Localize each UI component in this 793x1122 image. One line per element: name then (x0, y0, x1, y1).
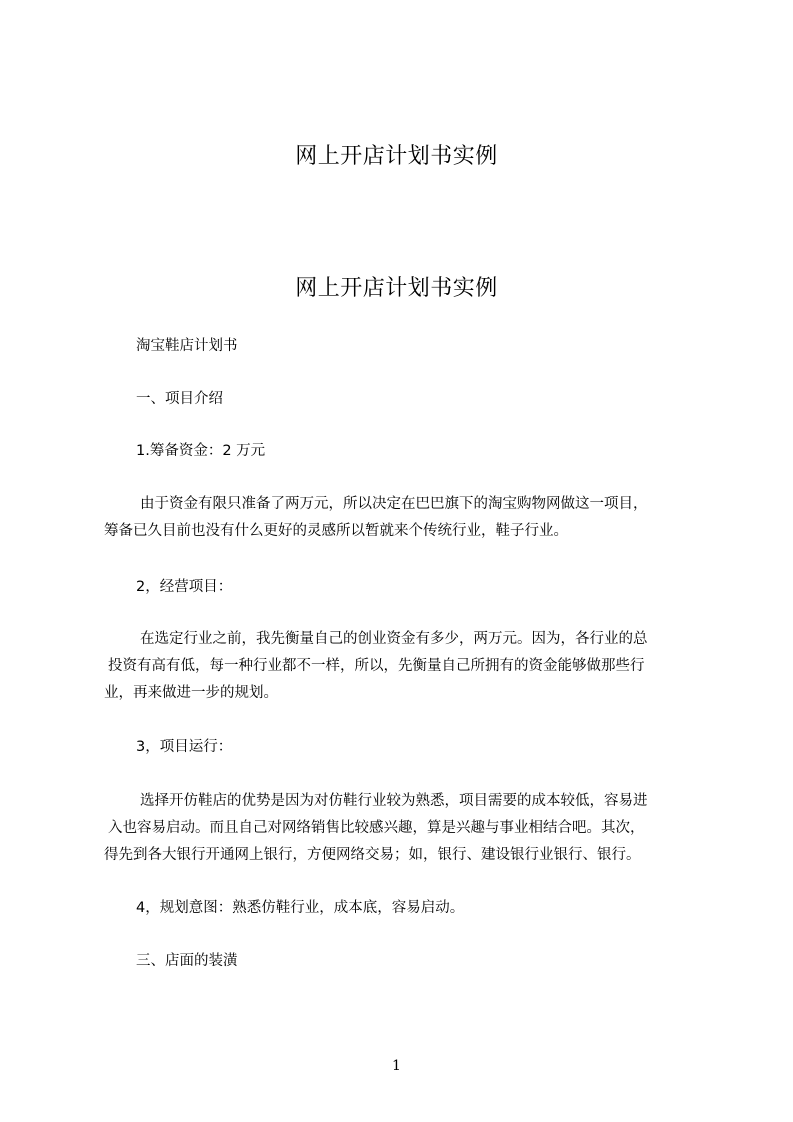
item-4-text: 4，规划意图：熟悉仿鞋行业，成本底，容易启动。 (136, 900, 465, 916)
item-2-text-line: 投资有高有低，每一种行业都不一样，所以，先衡量自己所拥有的资金能够做那些行 (108, 658, 645, 674)
item-3-text-line: 选择开仿鞋店的优势是因为对仿鞋行业较为熟悉，项目需要的成本较低，容易进 (140, 793, 648, 809)
item-1-heading: 1.筹备资金：2 万元 (136, 443, 266, 459)
page-title-top: 网上开店计划书实例 (295, 144, 498, 169)
subtitle: 淘宝鞋店计划书 (136, 338, 238, 354)
item-2-text-line: 业，再来做进一步的规划。 (104, 685, 278, 701)
section-heading-3: 三、店面的装潢 (136, 953, 238, 969)
item-3-text-line: 得先到各大银行开通网上银行，方便网络交易；如，银行、建设银行业银行、银行。 (104, 847, 641, 863)
item-2-heading: 2，经营项目： (136, 579, 233, 595)
item-2-text-line: 在选定行业之前，我先衡量自己的创业资金有多少，两万元。因为，各行业的总 (140, 631, 648, 647)
item-3-text-line: 入也容易启动。而且自己对网络销售比较感兴趣，算是兴趣与事业相结合吧。其次， (108, 820, 645, 836)
page-number: 1 (392, 1058, 401, 1074)
page-title-main: 网上开店计划书实例 (295, 276, 498, 301)
item-1-text-line: 筹备已久目前也没有什么更好的灵感所以暂就来个传统行业，鞋子行业。 (104, 523, 568, 539)
item-1-text-line: 由于资金有限只准备了两万元，所以决定在巴巴旗下的淘宝购物网做这一项目， (140, 496, 648, 512)
section-heading-1: 一、项目介绍 (136, 391, 223, 407)
item-3-heading: 3，项目运行： (136, 739, 233, 755)
